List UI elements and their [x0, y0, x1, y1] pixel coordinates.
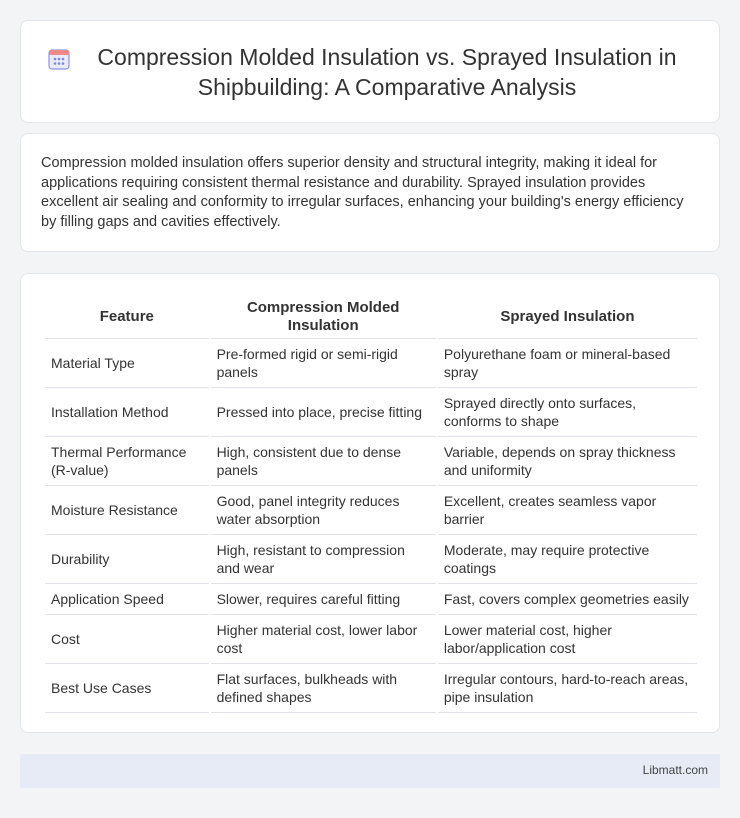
table-header-row [45, 296, 697, 339]
column-header-compression-molded: Compression Molded Insulation [211, 296, 436, 339]
table-row [45, 664, 697, 713]
sprayed-cell: Irregular contours, hard-to-reach areas, pipe insulation [438, 664, 697, 713]
sprayed-cell: Variable, depends on spray thickness and uniformity [438, 437, 697, 486]
sprayed-cell: Fast, covers complex geometries easily [438, 584, 697, 615]
comparison-card [20, 273, 720, 733]
compression-cell: Good, panel integrity reduces water absorption [211, 486, 436, 535]
table-row [45, 615, 697, 664]
table-row [45, 388, 697, 437]
table-row [45, 486, 697, 535]
summary-card [20, 133, 720, 252]
feature-cell: Thermal Performance (R-value) [45, 437, 209, 486]
sprayed-cell: Excellent, creates seamless vapor barrier [438, 486, 697, 535]
page-title: Compression Molded Insulation vs. Sprayed Insulation in Shipbuilding: A Comparative Analysis [97, 43, 677, 100]
footer-site-link[interactable]: Libmatt.com [642, 763, 708, 777]
feature-cell: Best Use Cases [45, 664, 209, 713]
feature-cell: Material Type [45, 339, 209, 388]
comparison-table [43, 296, 699, 713]
sprayed-cell: Moderate, may require protective coatings [438, 535, 697, 584]
compression-cell: Higher material cost, lower labor cost [211, 615, 436, 664]
compression-cell: Slower, requires careful fitting [211, 584, 436, 615]
title-card [20, 20, 720, 123]
feature-cell: Application Speed [45, 584, 209, 615]
compression-cell: High, consistent due to dense panels [211, 437, 436, 486]
compression-cell: Pre-formed rigid or semi-rigid panels [211, 339, 436, 388]
table-row [45, 584, 697, 615]
summary-text: Compression molded insulation offers superior density and structural integrity, making it ideal for applications requiring consistent thermal resistance and durability. Sprayed insulation provides excellent air sealing and conformity to irregular surfaces, enhancing your building's energy efficiency by filling gaps and cavities effectively. [41, 155, 684, 230]
table-row [45, 339, 697, 388]
feature-cell: Moisture Resistance [45, 486, 209, 535]
table-row [45, 437, 697, 486]
sprayed-cell: Lower material cost, higher labor/application cost [438, 615, 697, 664]
compression-cell: High, resistant to compression and wear [211, 535, 436, 584]
sprayed-cell: Polyurethane foam or mineral-based spray [438, 339, 697, 388]
compression-cell: Pressed into place, precise fitting [211, 388, 436, 437]
sprayed-cell: Sprayed directly onto surfaces, conforms to shape [438, 388, 697, 437]
footer [20, 754, 720, 788]
feature-cell: Durability [45, 535, 209, 584]
feature-cell: Cost [45, 615, 209, 664]
compression-cell: Flat surfaces, bulkheads with defined shapes [211, 664, 436, 713]
column-header-feature: Feature [45, 296, 209, 339]
feature-cell: Installation Method [45, 388, 209, 437]
column-header-sprayed: Sprayed Insulation [438, 296, 697, 339]
table-row [45, 535, 697, 584]
